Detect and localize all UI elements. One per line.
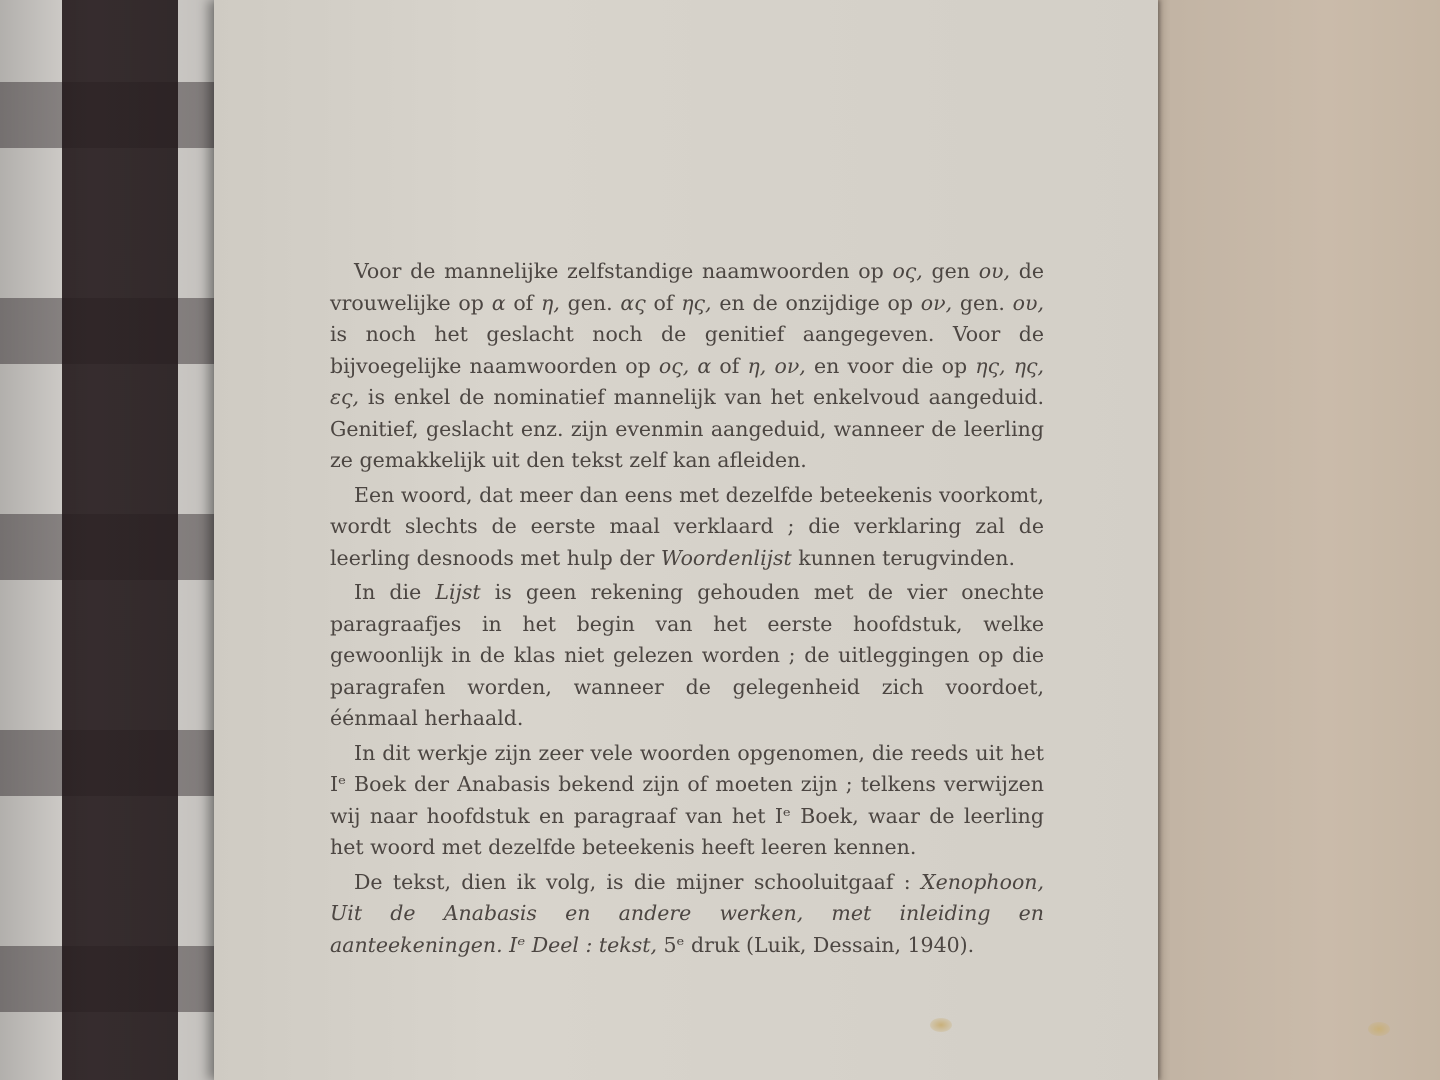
back-sheet (1150, 0, 1440, 1080)
text-run: Een woord, dat meer dan eens met dezelfde beteekenis voorkomt, wordt slechts de eerste maal verklaard ; die verklaring zal de leerling desnoods met hulp der (330, 482, 1044, 570)
italic-text: ου, (978, 259, 1011, 283)
italic-text: η, (541, 290, 560, 315)
text-run: kunnen terugvinden. (791, 545, 1015, 570)
text-run: en voor die op (805, 353, 976, 378)
text-run: In dit werkje zijn zeer vele woorden opgenomen, die reeds uit het Iᵉ Boek der Anabasis bekend zijn of moeten zijn ; telkens verwijzen wij naar hoofdstuk en paragraaf van het Iᵉ Boek, waar de leerling het woord met dezelfde beteekenis heeft leeren kennen. (330, 740, 1044, 859)
text-run: en de onzijdige op (711, 290, 921, 315)
text-run: gen. (559, 290, 621, 315)
italic-text: ον, (920, 290, 953, 315)
paragraph (330, 577, 1044, 735)
italic-text: ας (620, 290, 646, 315)
text-run: of (505, 290, 542, 315)
italic-text: ης, (681, 290, 712, 315)
italic-text: Xenophoon, Uit de Anabasis en andere werken, met inleiding en aanteekeningen. Iᵉ Deel : tekst, (330, 869, 1044, 957)
paper-stain (1368, 1022, 1390, 1036)
paragraph (330, 256, 1044, 477)
text-run: is noch het geslacht noch de genitief aangegeven. Voor de bijvoegelijke naamwoorden op (330, 322, 1044, 378)
italic-text: Woordenlijst (660, 545, 792, 570)
italic-text: ου, (1012, 290, 1044, 315)
paper-stain (930, 1018, 952, 1032)
text-run: of (645, 290, 682, 315)
italic-text: ον, (774, 353, 806, 378)
text-run: Voor de mannelijke zelfstandige naamwoorden op (354, 259, 893, 283)
paragraph (330, 480, 1044, 575)
italic-text: ος, (658, 353, 690, 378)
italic-text: α (491, 290, 506, 315)
text-run: gen. (952, 290, 1013, 315)
text-run: is geen rekening gehouden met de vier onechte paragraafjes in het begin van het eerste hoofdstuk, welke gewoonlijk in de klas niet gelezen worden ; de uitleggingen op die paragrafen worden, wanneer de gelegenheid zich voordoet, éénmaal herhaald. (330, 580, 1044, 730)
text-run: is enkel de nominatief mannelijk van het enkelvoud aangeduid. Genitief, geslacht enz. zijn evenmin aangeduid, wanneer de leerling ze gemakkelijk uit den tekst zelf kan afleiden. (330, 385, 1044, 472)
italic-text: ος, (892, 259, 923, 283)
paragraph (330, 867, 1044, 962)
page-text (330, 256, 1044, 964)
text-run: de vrouwelijke op (330, 259, 1044, 315)
checkered-cloth (0, 0, 232, 1080)
text-run: of (711, 353, 748, 378)
text-run: De tekst, dien ik volg, is die mijner schooluitgaaf : (354, 869, 921, 894)
italic-text: ης, ης, ες, (330, 353, 1044, 409)
italic-text: η, (747, 353, 767, 378)
text-run: gen (922, 259, 979, 283)
italic-text: α (697, 353, 712, 378)
italic-text: Lijst (435, 580, 481, 604)
paragraph (330, 738, 1044, 864)
text-run: In die (354, 580, 436, 604)
text-run: 5ᵉ druk (Luik, Dessain, 1940). (656, 932, 975, 957)
